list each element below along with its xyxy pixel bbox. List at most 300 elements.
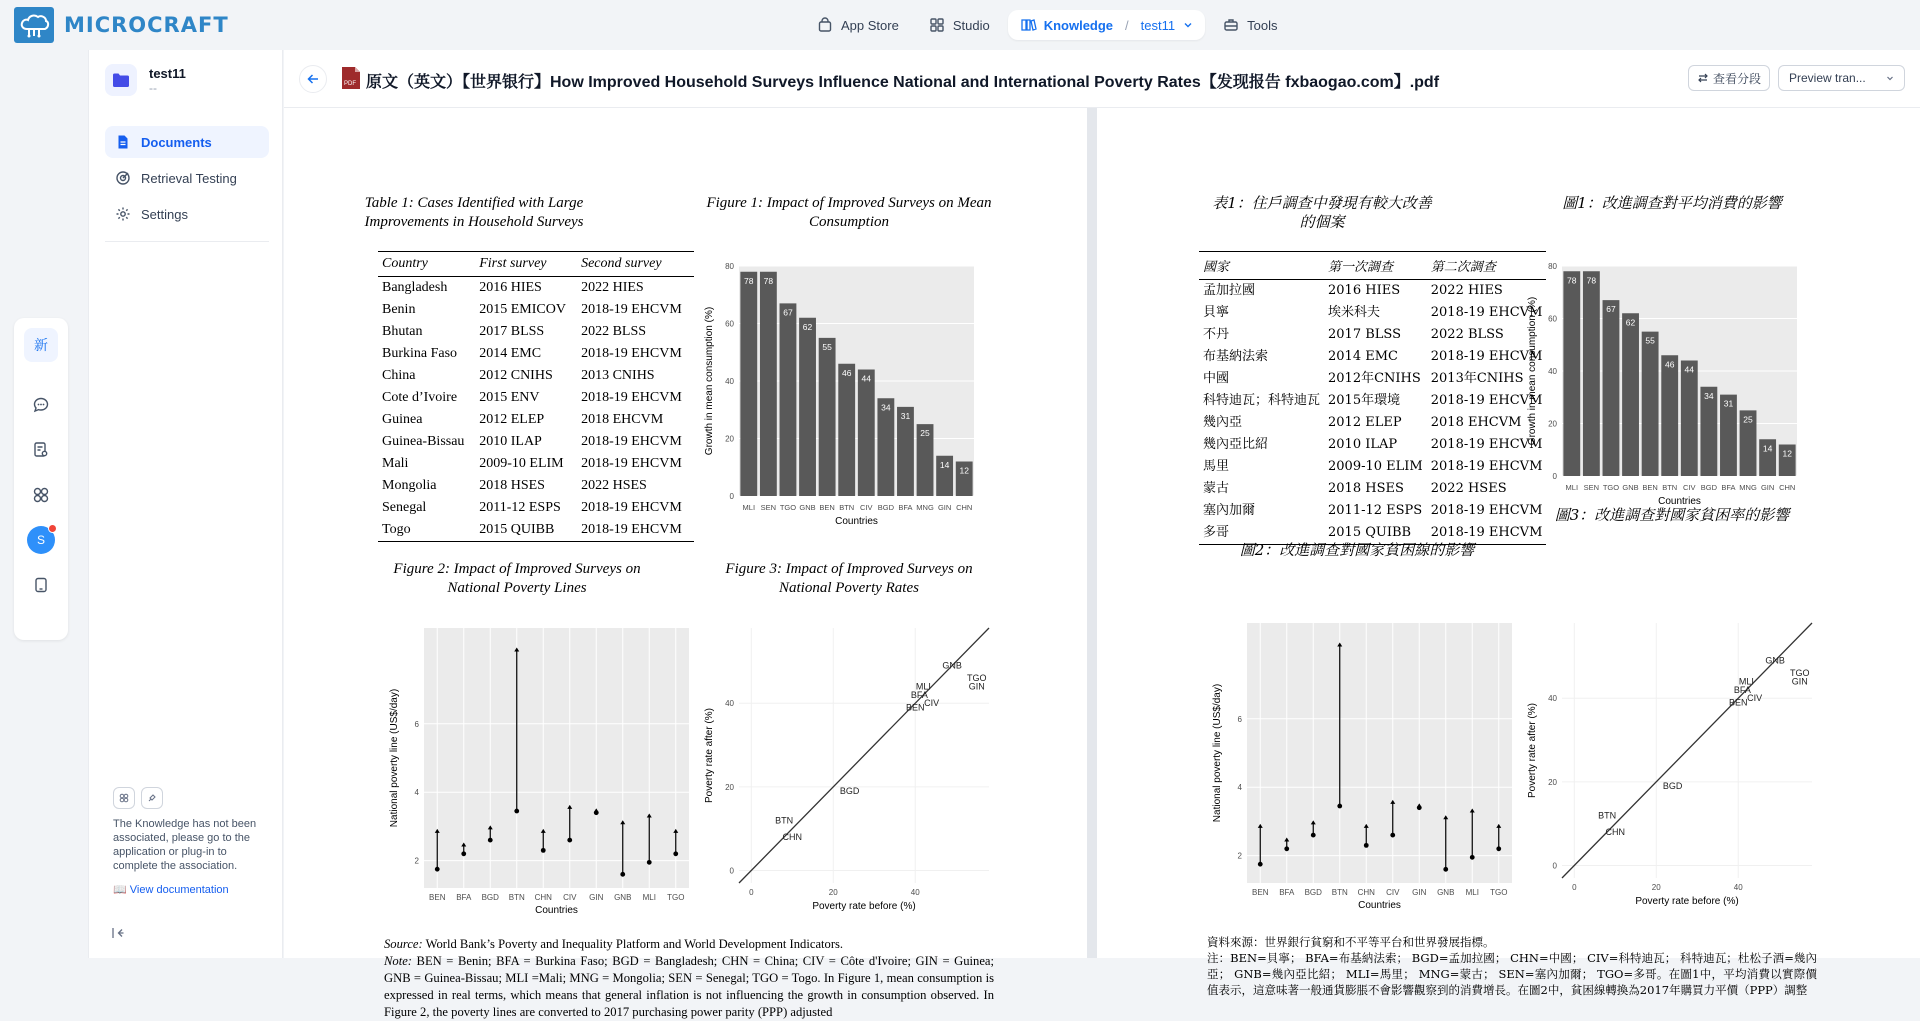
knowledge-sidebar — [88, 50, 283, 958]
x-tick-label: TGO — [1602, 483, 1620, 492]
before-point — [435, 867, 440, 872]
translated-source-text: 資料來源：世界銀行貧窮和不平等平台和世界發展指標。 — [1207, 935, 1495, 949]
y-axis-label: Growth in mean consumption (%) — [704, 306, 715, 456]
table-cell: 2018-19 EHCVM — [581, 346, 682, 361]
source-label: Source: — [384, 937, 423, 951]
grid-icon — [929, 17, 945, 33]
x-tick-label: 20 — [828, 888, 838, 897]
collapse-sidebar-icon[interactable] — [111, 926, 125, 945]
translated-pdf-pane[interactable] — [1107, 108, 1920, 997]
table-cell: 馬里 — [1203, 459, 1230, 474]
bar-value-label: 67 — [783, 307, 793, 318]
point-label: MLI — [915, 681, 931, 692]
table-row — [1199, 500, 1546, 522]
y-tick-label: 4 — [414, 788, 419, 798]
before-point — [1284, 846, 1289, 851]
document-header — [284, 50, 1920, 108]
original-pdf-pane[interactable] — [284, 108, 1097, 1019]
table-cell: 不丹 — [1203, 327, 1230, 342]
point-label: CIV — [1747, 693, 1763, 704]
before-point — [1496, 846, 1501, 851]
x-tick-label: BTN — [839, 503, 855, 512]
apps-grid-icon[interactable] — [24, 478, 58, 512]
table-row — [1199, 368, 1546, 390]
bar-value-label: 55 — [822, 341, 832, 352]
bar-value-label: 31 — [1723, 398, 1734, 409]
point-label: BFA — [1733, 684, 1751, 695]
y-tick-label: 0 — [729, 866, 734, 876]
x-axis-label: Countries — [835, 516, 878, 527]
y-tick-label: 40 — [1548, 367, 1557, 376]
table-cell: 2018 HSES — [1328, 481, 1404, 496]
table-cell: 2014 EMC — [479, 346, 542, 361]
table-header: 國家 — [1199, 252, 1324, 280]
x-tick-label: BEN — [1252, 888, 1269, 897]
y-tick-label: 6 — [414, 719, 419, 729]
bar-value-label: 14 — [939, 459, 950, 470]
table-cell: 2012 CNIHS — [479, 368, 553, 383]
table-row — [378, 387, 694, 409]
translated-figure2-range-chart — [1207, 613, 1517, 923]
folder-icon — [105, 64, 137, 96]
point-label: BTN — [1598, 810, 1617, 821]
app-logo[interactable] — [14, 7, 229, 43]
preview-select-value: Preview tran... — [1789, 71, 1866, 85]
table-cell: 2018-19 EHCVM — [1430, 459, 1543, 474]
table-cell: 2018-19 EHCVM — [1430, 305, 1543, 320]
bar-value-label: 12 — [1782, 448, 1792, 459]
before-point — [1337, 804, 1342, 809]
bar-value-label: 34 — [1704, 390, 1714, 401]
source-text: World Bank’s Poverty and Inequality Platform and World Development Indicators. — [422, 937, 844, 951]
table-cell: 2009-10 ELIM — [1328, 459, 1423, 474]
table-row — [1199, 280, 1546, 303]
y-tick-label: 60 — [725, 319, 734, 329]
before-point — [488, 838, 493, 843]
x-tick-label: GNB — [799, 503, 816, 512]
x-tick-label: MLI — [742, 503, 756, 512]
tablet-icon[interactable] — [24, 568, 58, 602]
y-tick-label: 0 — [1552, 861, 1557, 871]
y-tick-label: 2 — [414, 856, 419, 866]
table-cell: 2013年CNIHS — [1430, 371, 1524, 386]
preview-translation-select[interactable] — [1778, 65, 1905, 91]
table1-caption: Table 1: Cases Identified with Large Improvements in Household Surveys — [364, 195, 584, 230]
y-tick-label: 80 — [725, 262, 734, 271]
arrow-left-icon — [306, 72, 320, 86]
current-knowledge-name[interactable]: test11 — [1140, 17, 1176, 33]
table-header: 第二次調查 — [1427, 252, 1547, 280]
bar — [1681, 361, 1698, 477]
table-cell: 科特迪瓦；科特迪瓦 — [1203, 393, 1321, 408]
book-icon — [1020, 17, 1036, 33]
y-axis-label: Growth in mean consumption (%) — [1527, 296, 1538, 446]
nav-studio-label: Studio — [952, 17, 990, 33]
table-cell: 2018-19 EHCVM — [1430, 393, 1543, 408]
note-text: BEN = Benin; BFA = Burkina Faso; BGD = Bangladesh; CHN = China; CIV = Côte d'Ivoire; GIN = Guinea; GNB = Guinea-Bissau; MLI =Mali; MNG = Mongolia; SEN = Senegal; TGO = Togo. In Figure 1, mean consumption is expressed in real terms, which means that general inflation is not influencing the growth in consumption observed. In Figure 2, the poverty lines are converted to 2017 purchasing power parity (PPP) adjusted — [384, 954, 994, 1019]
table-cell: 2015 QUIBB — [1324, 522, 1427, 545]
table-cell: 2011-12 ESPS — [1328, 503, 1423, 518]
table-cell: 2016 HIES — [479, 280, 542, 295]
table-row — [1199, 390, 1546, 412]
sidebar-menu — [105, 126, 269, 234]
table-row — [378, 453, 694, 475]
before-point — [647, 860, 652, 865]
table-cell: 2018-19 EHCVM — [581, 302, 682, 317]
x-tick-label: CHN — [1779, 483, 1796, 492]
x-tick-label: 0 — [1572, 883, 1577, 892]
point-label: CHN — [1605, 827, 1626, 838]
bar-value-label: 44 — [861, 373, 872, 384]
table-row — [1199, 434, 1546, 456]
user-avatar[interactable] — [24, 523, 58, 557]
table-row — [378, 299, 694, 321]
table-cell: Senegal — [382, 500, 427, 515]
bar-value-label: 62 — [1625, 317, 1636, 328]
before-point — [620, 872, 625, 877]
y-tick-label: 20 — [725, 782, 734, 792]
x-tick-label: BEN — [1642, 483, 1658, 492]
table-cell: 2015 EMICOV — [479, 302, 566, 317]
bar — [780, 303, 797, 496]
view-segments-label: 查看分段 — [1712, 71, 1761, 86]
sidebar-item-label: Documents — [141, 134, 212, 150]
table-cell: Guinea-Bissau — [382, 434, 465, 449]
table-cell: 幾內亞 — [1203, 415, 1243, 430]
table-cell: 2022 HSES — [1430, 481, 1507, 496]
table-row — [378, 321, 694, 343]
table-cell: Guinea — [382, 412, 423, 427]
apps-icon — [113, 787, 135, 809]
table-row — [1199, 302, 1546, 324]
y-tick-label: 20 — [1548, 777, 1557, 787]
table-header: Second survey — [577, 252, 694, 277]
table-cell: 2018-19 EHCVM — [581, 456, 682, 471]
bar — [819, 338, 836, 496]
bar-value-label: 46 — [841, 367, 852, 378]
x-tick-label: CHN — [534, 893, 552, 902]
bar-value-label: 14 — [1762, 443, 1773, 454]
table-row — [378, 277, 694, 300]
x-tick-label: CHN — [1357, 888, 1375, 897]
x-tick-label: 40 — [910, 888, 920, 897]
store-icon — [817, 17, 833, 33]
point-label: BEN — [1728, 697, 1748, 708]
table-cell: 2018 EHCVM — [1430, 415, 1522, 430]
before-point — [567, 838, 572, 843]
x-tick-label: BGD — [877, 503, 895, 512]
nav-knowledge[interactable] — [1008, 10, 1205, 40]
figure1-caption: Figure 1: Impact of Improved Surveys on Mean Consumption — [706, 195, 992, 230]
document-viewer — [284, 50, 1920, 1019]
y-tick-label: 0 — [1552, 472, 1557, 481]
top-navigation-bar — [0, 0, 1920, 50]
point-label: BGD — [1662, 781, 1683, 792]
bar — [858, 370, 875, 497]
x-tick-label: BEN — [819, 503, 835, 512]
bar-value-label: 55 — [1645, 335, 1655, 346]
table-row — [378, 365, 694, 387]
table-cell: 2013 CNIHS — [581, 368, 655, 383]
view-segments-button[interactable] — [1688, 65, 1770, 91]
doc-link-label: View documentation — [129, 884, 229, 896]
x-axis-label: Countries — [1358, 900, 1401, 911]
y-axis-label: National poverty line (US$/day) — [389, 688, 400, 828]
table-cell: Bhutan — [382, 324, 423, 339]
x-axis-label: Countries — [1658, 496, 1701, 507]
table-cell: 2018-19 EHCVM — [1427, 522, 1547, 545]
bar-value-label: 12 — [959, 465, 969, 476]
translated-table1-caption: 表1：住戶調查中發現有較大改善的個案 — [1212, 194, 1432, 231]
table-cell: 2018-19 EHCVM — [581, 434, 682, 449]
document-search-icon[interactable] — [24, 433, 58, 467]
y-tick-label: 80 — [1548, 262, 1557, 271]
table-row — [1199, 324, 1546, 346]
x-tick-label: CIV — [860, 503, 873, 512]
before-point — [1311, 833, 1316, 838]
bar-value-label: 25 — [1743, 414, 1753, 425]
table-cell: 中國 — [1203, 371, 1230, 386]
table-cell: 2014 EMC — [1328, 349, 1398, 364]
table-cell: 2018-19 EHCVM — [1430, 437, 1543, 452]
y-tick-label: 40 — [725, 699, 734, 709]
y-axis-label: Poverty rate after (%) — [704, 707, 715, 804]
table-header: Country — [378, 252, 475, 277]
table-cell: 2018-19 EHCVM — [577, 519, 694, 542]
x-tick-label: MLI — [1465, 888, 1479, 897]
sidebar-item-label: Settings — [141, 206, 188, 222]
table-header: 第一次調查 — [1324, 252, 1427, 280]
rail-new-label: 新 — [34, 338, 48, 354]
point-label: CHN — [782, 832, 803, 843]
x-tick-label: SEN — [760, 503, 777, 512]
bar — [877, 398, 894, 496]
nav-knowledge-label: Knowledge — [1043, 17, 1114, 33]
table-cell: China — [382, 368, 416, 383]
table-row — [378, 343, 694, 365]
table-cell: 2010 ILAP — [1328, 437, 1398, 452]
bar-value-label: 46 — [1664, 359, 1675, 370]
table-cell: 2015年環境 — [1328, 393, 1401, 408]
table-cell: 2018-19 EHCVM — [1430, 349, 1543, 364]
bar — [838, 364, 855, 496]
translated-cases-table — [1199, 251, 1546, 545]
before-point — [1258, 862, 1263, 867]
bar-value-label: 31 — [900, 410, 911, 421]
nav-separator: / — [1125, 17, 1129, 33]
x-tick-label: GNB — [614, 893, 632, 902]
table-cell: 孟加拉國 — [1203, 283, 1256, 298]
x-tick-label: CIV — [563, 893, 577, 902]
x-tick-label: SEN — [1583, 483, 1600, 492]
nav-tools-label: Tools — [1247, 17, 1278, 33]
x-tick-label: GIN — [1412, 888, 1427, 897]
point-label: CIV — [924, 698, 940, 709]
table-cell: 2022 HIES — [581, 280, 644, 295]
table-row — [1199, 346, 1546, 368]
x-tick-label: BFA — [456, 893, 472, 902]
y-axis-label: Poverty rate after (%) — [1527, 702, 1538, 799]
sidebar-divider — [105, 241, 269, 242]
x-tick-label: GIN — [937, 503, 952, 512]
table-cell: 2011-12 ESPS — [479, 500, 561, 515]
rail-new-button[interactable] — [24, 328, 58, 362]
point-label: GIN — [1791, 676, 1808, 687]
before-point — [1390, 833, 1395, 838]
dataset-info — [105, 64, 186, 96]
bar-value-label: 78 — [744, 275, 754, 286]
table-cell: 多哥 — [1199, 522, 1324, 545]
before-point — [461, 851, 466, 856]
table-cell: 貝寧 — [1203, 305, 1230, 320]
x-tick-label: BEN — [429, 893, 446, 902]
table-cell: 2009-10 ELIM — [479, 456, 564, 471]
table-cell: 2010 ILAP — [479, 434, 542, 449]
table-cell: 2022 HIES — [1430, 283, 1503, 298]
x-tick-label: BGD — [481, 893, 499, 902]
table-row — [378, 497, 694, 519]
nav-tools[interactable] — [1211, 10, 1289, 40]
translated-figure1-bar-chart — [1522, 256, 1812, 536]
table-row — [378, 431, 694, 453]
table-row — [378, 409, 694, 431]
bar — [1642, 332, 1659, 476]
before-point — [1443, 867, 1448, 872]
dataset-description: -- — [149, 80, 157, 95]
table-cell: Togo — [378, 519, 475, 542]
x-tick-label: TGO — [1490, 888, 1508, 897]
notification-dot — [48, 524, 57, 533]
x-tick-label: BFA — [1279, 888, 1295, 897]
bar-value-label: 78 — [1567, 275, 1577, 286]
table-row — [1199, 478, 1546, 500]
translated-figure1-caption: 圖1：改進調查對平均消費的影響 — [1562, 194, 1782, 212]
cases-table — [378, 251, 694, 542]
pdf-file-icon — [342, 67, 360, 89]
translated-figure2-caption: 圖2：改進調查對國家貧困線的影響 — [1239, 541, 1475, 559]
figure3-scatter-chart — [699, 618, 999, 928]
table-cell: 2022 BLSS — [581, 324, 647, 339]
x-tick-label: BFA — [898, 503, 913, 512]
table-cell: 埃米科夫 — [1328, 305, 1381, 320]
table-cell: 2018 EHCVM — [581, 412, 664, 427]
table-cell: 2012 ELEP — [479, 412, 545, 427]
x-tick-label: CIV — [1683, 483, 1696, 492]
toolbox-icon — [1223, 17, 1239, 33]
table-cell: 塞內加爾 — [1203, 503, 1256, 518]
notice-text: The Knowledge has not been associated, please go to the application or plug-in to complete the association. — [113, 818, 257, 872]
nav-studio[interactable] — [917, 10, 1002, 40]
chat-icon[interactable] — [24, 388, 58, 422]
table-cell: 2015 ENV — [479, 390, 540, 405]
table-cell: 2015 QUIBB — [475, 519, 577, 542]
x-tick-label: BTN — [508, 893, 525, 902]
sidebar-item-documents[interactable] — [105, 126, 269, 158]
x-tick-label: TGO — [667, 893, 685, 902]
book-open-icon: 📖 — [113, 884, 127, 896]
y-tick-label: 6 — [1237, 714, 1242, 724]
x-tick-label: GIN — [589, 893, 604, 902]
chevron-down-icon — [1886, 74, 1894, 82]
x-axis-label: Poverty rate before (%) — [812, 901, 916, 912]
x-tick-label: CIV — [1386, 888, 1400, 897]
view-documentation-link[interactable] — [113, 883, 263, 896]
y-tick-label: 40 — [725, 377, 734, 386]
x-tick-label: 0 — [749, 888, 754, 897]
bar — [1583, 271, 1600, 476]
table-cell: 蒙古 — [1203, 481, 1230, 496]
table-cell: 2017 BLSS — [1328, 327, 1402, 342]
table-row — [378, 519, 694, 542]
x-tick-label: MLI — [642, 893, 656, 902]
point-label: GNB — [1765, 655, 1785, 666]
back-button[interactable] — [299, 65, 327, 93]
bar-value-label: 78 — [763, 275, 774, 286]
y-tick-label: 0 — [729, 492, 734, 501]
dataset-name: test11 — [149, 65, 186, 81]
y-axis-label: National poverty line (US$/day) — [1212, 683, 1223, 823]
point-label: BEN — [905, 702, 925, 713]
note-label: Note: — [384, 954, 412, 968]
point-label: BTN — [775, 815, 794, 826]
table-cell: 2022 HSES — [581, 478, 647, 493]
table-row — [1199, 456, 1546, 478]
x-tick-label: CHN — [956, 503, 973, 512]
before-point — [1470, 855, 1475, 860]
bar — [1622, 313, 1639, 476]
sidebar-item-settings[interactable] — [105, 198, 269, 230]
x-tick-label: MNG — [1739, 483, 1757, 492]
bar — [1661, 355, 1678, 476]
association-notice — [113, 787, 263, 896]
logo-text: MICROCRAFT — [64, 13, 229, 37]
table-row — [1199, 412, 1546, 434]
avatar-letter: S — [36, 533, 45, 547]
nav-app-store[interactable] — [805, 10, 911, 40]
point-label: GNB — [942, 660, 962, 671]
before-point — [1364, 843, 1369, 848]
table-cell: 2018-19 EHCVM — [581, 500, 682, 515]
bar-value-label: 62 — [802, 321, 813, 332]
table-cell: Mali — [382, 456, 409, 471]
chevron-down-icon[interactable] — [1183, 20, 1193, 30]
x-axis-label: Poverty rate before (%) — [1635, 896, 1739, 907]
x-tick-label: TGO — [779, 503, 797, 512]
figure1-bar-chart — [699, 256, 989, 556]
plugin-icon — [141, 787, 163, 809]
point-label: BGD — [839, 786, 860, 797]
bar — [740, 272, 757, 496]
bar-value-label: 34 — [881, 402, 891, 413]
figure2-range-chart — [384, 618, 694, 928]
y-tick-label: 4 — [1237, 783, 1242, 793]
x-tick-label: 40 — [1733, 883, 1743, 892]
table-cell: 布基納法索 — [1203, 349, 1269, 364]
before-point — [541, 848, 546, 853]
bar — [1603, 300, 1620, 476]
bar — [1563, 271, 1580, 476]
x-tick-label: GIN — [1760, 483, 1775, 492]
point-label: TGO — [1789, 668, 1810, 679]
bar-value-label: 25 — [920, 428, 930, 439]
nav-app-store-label: App Store — [841, 17, 899, 33]
bar-value-label: 67 — [1606, 304, 1616, 315]
gear-icon — [115, 206, 131, 222]
point-label: GIN — [968, 681, 985, 692]
y-tick-label: 20 — [725, 434, 734, 444]
table-cell: Cote d’Ivoire — [382, 390, 458, 405]
sidebar-item-retrieval-testing[interactable] — [105, 162, 269, 194]
